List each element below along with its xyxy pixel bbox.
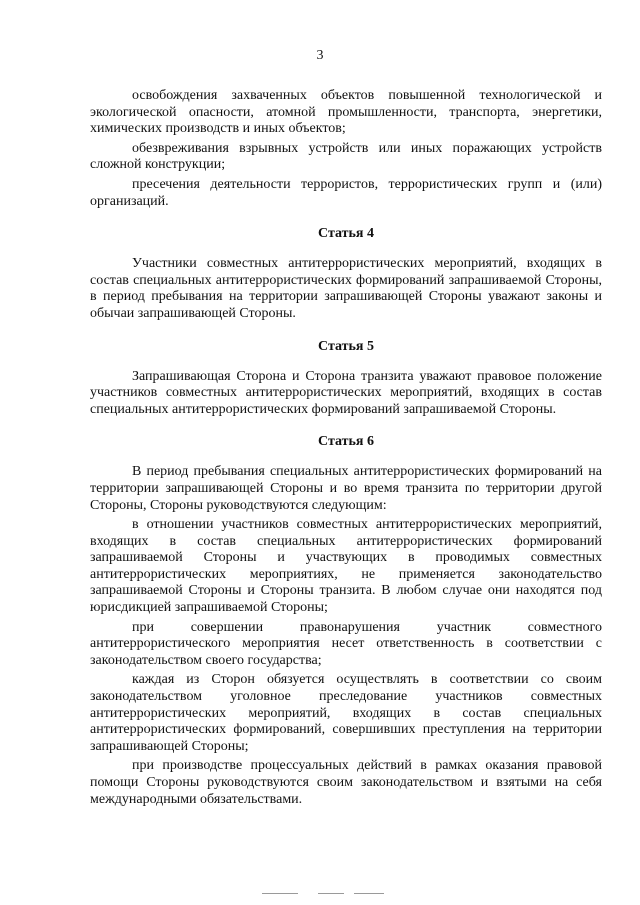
paragraph-hostage-release: освобождения захваченных объектов повышенной технологической и экологической опасности, атомной промышленности, транспорта, энергетики, химических производств и иных объектов; [90,88,602,137]
article-6-jurisdiction: в отношении участников совместных антитеррористических мероприятий, входящих в состав специальных антитеррористических формирований запрашиваемой Стороны и участвующих в проводимых совместных антитеррористических мероприятиях, не применяется законодательство запрашиваемой Стороны и Стороны транзита. В любом случае они находятся под юрисдикцией запрашиваемой Стороны; [90,517,602,616]
article-6-liability: при совершении правонарушения участник совместного антитеррористического мероприятия несет ответственность в соответствии с законодательством своего государства; [90,619,602,668]
page-number: 3 [316,48,324,63]
article-4-heading: Статья 4 [318,226,374,242]
article-6-intro: В период пребывания специальных антитеррористических формирований на территории запрашивающей Стороны и во время транзита по территории другой Стороны, Стороны руководствуются следующим: [90,464,602,513]
document-body [90,88,602,811]
article-6-legal-assistance: при производстве процессуальных действий в рамках оказания правовой помощи Стороны руководствуются своим законодательством и взятыми на себя международными обязательствами. [90,758,602,807]
article-6-heading: Статья 6 [318,434,374,450]
paragraph-stopping-terrorists: пресечения деятельности террористов, террористических групп и (или) организаций. [90,176,602,209]
article-5-paragraph: Запрашивающая Сторона и Сторона транзита уважают правовое положение участников совместных антитеррористических мероприятий, входящих в состав специальных антитеррористических формирований запрашиваемой Стороны. [90,368,602,417]
paragraph-defusing-devices: обезвреживания взрывных устройств или иных поражающих устройств сложной конструкции; [90,140,602,173]
article-5-heading: Статья 5 [318,338,374,354]
article-6-prosecution: каждая из Сторон обязуется осуществлять в соответствии со своим законодательством уголовное преследование участников совместных антитеррористических мероприятий, входящих в состав специальных антитеррористических формирований, совершивших преступления на территории запрашивающей Стороны; [90,672,602,754]
article-4-paragraph: Участники совместных антитеррористических мероприятий, входящих в состав специальных антитеррористических формирований запрашиваемой Стороны, в период пребывания на территории запрашивающей Стороны уважают законы и обычаи запрашивающей Стороны. [90,256,602,321]
scan-artifacts [0,893,640,897]
